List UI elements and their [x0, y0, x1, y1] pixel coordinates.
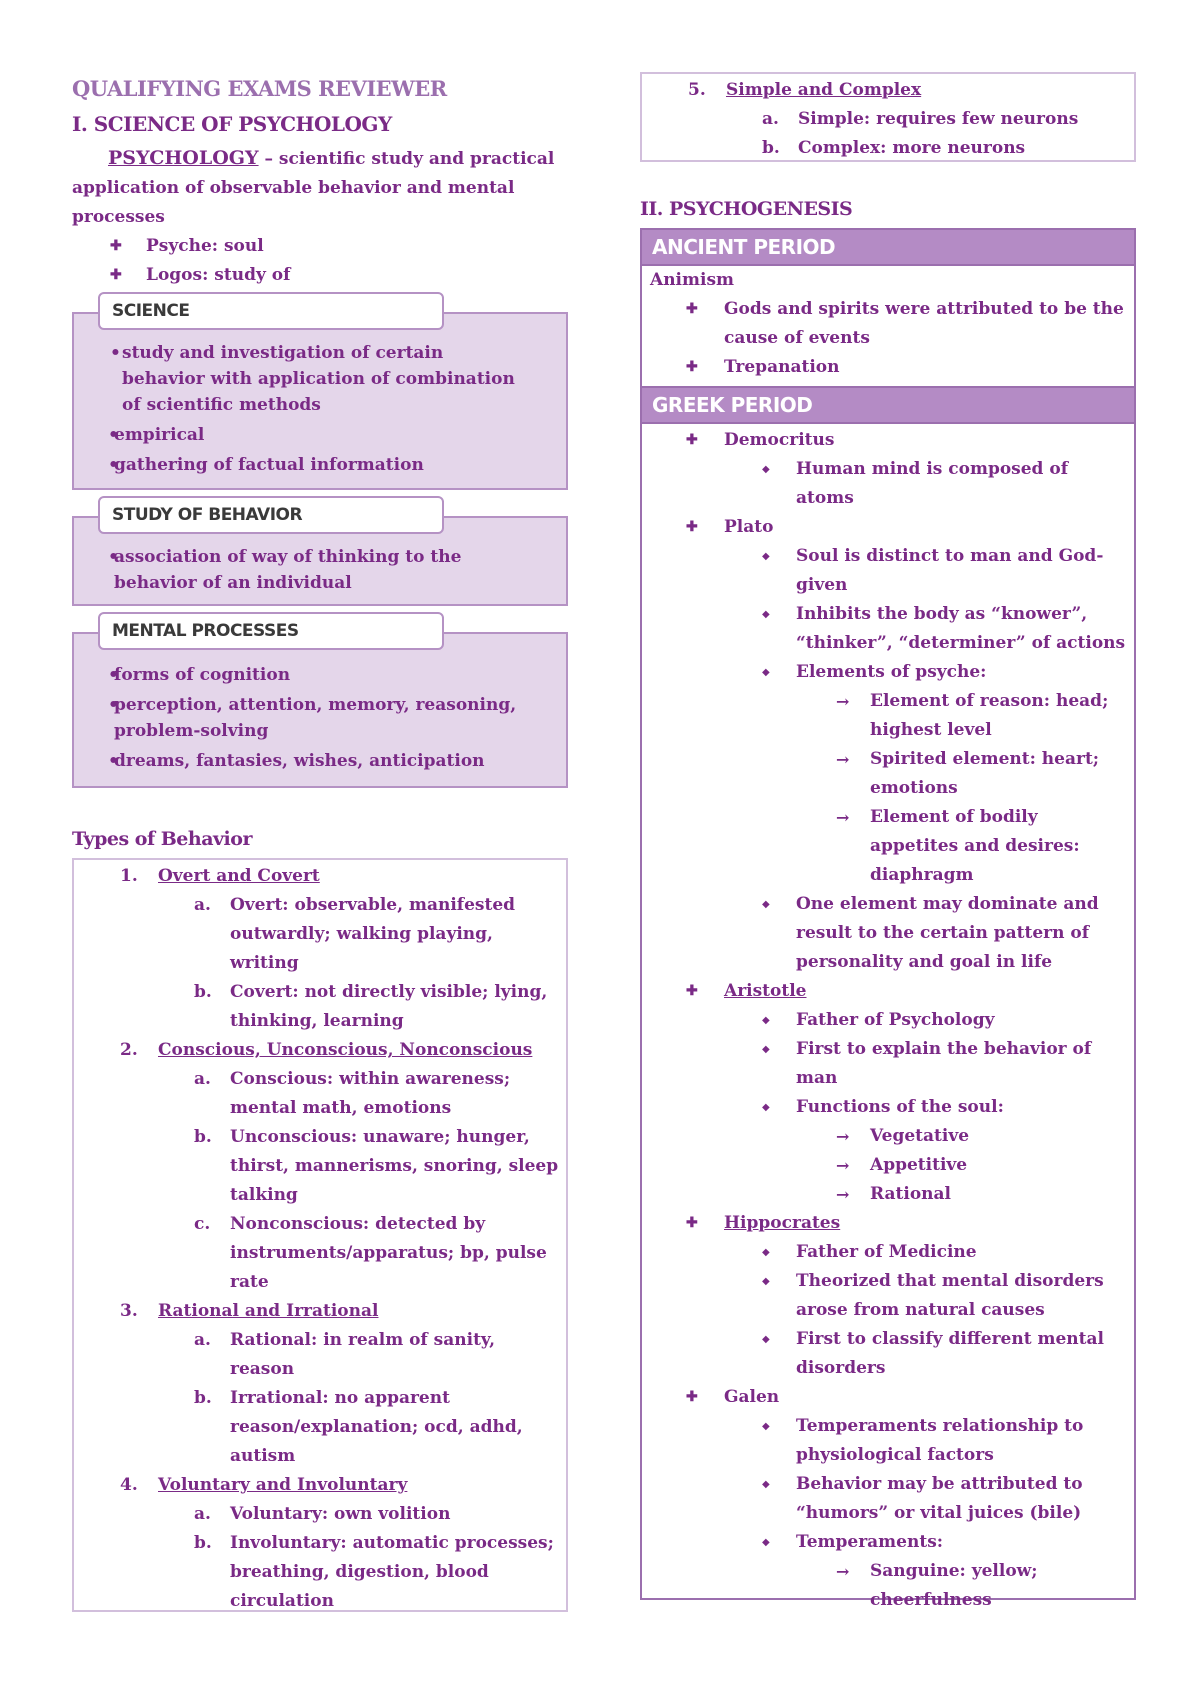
sub-item: a. Rational: in realm of sanity, reason	[194, 1330, 496, 1379]
mental-processes-box	[72, 632, 568, 788]
list-item: → Sanguine: yellow; cheerfulness	[642, 1557, 1134, 1615]
item-number: 1.	[120, 866, 138, 886]
section1-heading: I. SCIENCE OF PSYCHOLOGY	[72, 112, 392, 136]
item-number: 2.	[120, 1040, 138, 1060]
list-item: ◆ Human mind is composed of atoms	[642, 455, 1134, 513]
list-item: ◆ Soul is distinct to man and God-given	[642, 542, 1134, 600]
sub-item: c. Nonconscious: detected by instruments/apparatus; bp, pulse rate	[194, 1214, 547, 1292]
galen-item: ✚ Galen	[642, 1383, 1134, 1412]
etymology-list	[110, 232, 290, 290]
list-item: • association of way of thinking to the behavior of an individual	[74, 544, 566, 596]
sub-item: b. Unconscious: unaware; hunger, thirst, mannerisms, snoring, sleep talking	[194, 1127, 559, 1205]
list-item: • dreams, fantasies, wishes, anticipation	[74, 748, 566, 774]
list-item: → Vegetative	[642, 1122, 1134, 1151]
list-item: • perception, attention, memory, reasoning, problem-solving	[74, 692, 566, 744]
list-item: ◆ First to explain the behavior of man	[642, 1035, 1134, 1093]
science-box	[72, 312, 568, 490]
sub-item: b. Involuntary: automatic processes; breathing, digestion, blood circulation	[194, 1533, 554, 1611]
psychogenesis-box	[640, 228, 1136, 1610]
sub-item: b. Irrational: no apparent reason/explanation; ocd, adhd, autism	[194, 1388, 523, 1466]
item-title: Overt and Covert	[158, 866, 320, 886]
list-item: • gathering of factual information	[74, 452, 566, 478]
item-number: 3.	[120, 1301, 138, 1321]
list-item: → Appetitive	[642, 1151, 1134, 1180]
study-of-behavior-tab: STUDY OF BEHAVIOR	[98, 496, 444, 534]
list-item	[74, 1471, 566, 1500]
list-item: ◆ Temperaments:	[642, 1528, 1134, 1557]
definition-text: – scientific study and practical application of observable behavior and mental processes	[72, 149, 555, 227]
list-item: • forms of cognition	[74, 662, 566, 688]
list-item: ✚ Gods and spirits were attributed to be the cause of events	[642, 295, 1134, 353]
psychology-definition	[72, 144, 570, 232]
science-tab: SCIENCE	[98, 292, 444, 330]
list-item: ◆ First to classify different mental disorders	[642, 1325, 1134, 1383]
plato-item: ✚ Plato	[642, 513, 1134, 542]
list-item: → Spirited element: heart; emotions	[642, 745, 1134, 803]
item-title: Rational and Irrational	[158, 1301, 379, 1321]
item-title: Voluntary and Involuntary	[158, 1475, 408, 1495]
list-item: ◆ Elements of psyche:	[642, 658, 1134, 687]
list-item: ◆ Father of Medicine	[642, 1238, 1134, 1267]
sub-item: b. Complex: more neurons	[762, 138, 1026, 158]
item-title: Simple and Complex	[726, 80, 922, 100]
ancient-period-header: ANCIENT PERIOD	[642, 230, 1134, 266]
sub-item: a. Overt: observable, manifested outwardly; walking playing, writing	[194, 895, 516, 973]
list-item: ◆ Theorized that mental disorders arose from natural causes	[642, 1267, 1134, 1325]
document-title: QUALIFYING EXAMS REVIEWER	[72, 76, 447, 101]
hippocrates-item: ✚ Hippocrates	[642, 1209, 1134, 1238]
list-item: → Element of bodily appetites and desires: diaphragm	[642, 803, 1134, 890]
list-item	[74, 862, 566, 891]
list-item: ✚ Trepanation	[642, 353, 1134, 382]
item-number: 4.	[120, 1475, 138, 1495]
list-item: ◆ Inhibits the body as “knower”, “thinker”, “determiner” of actions	[642, 600, 1134, 658]
types-heading: Types of Behavior	[72, 828, 252, 850]
list-item	[74, 1036, 566, 1065]
democritus-item: ✚ Democritus	[642, 426, 1134, 455]
types-continued-box	[640, 72, 1136, 162]
list-item: ◆ Temperaments relationship to physiological factors	[642, 1412, 1134, 1470]
sub-item: a. Conscious: within awareness; mental math, emotions	[194, 1069, 511, 1118]
aristotle-item: ✚ Aristotle	[642, 977, 1134, 1006]
list-item: → Rational	[642, 1180, 1134, 1209]
list-item: ◆ One element may dominate and result to the certain pattern of personality and goal in life	[642, 890, 1134, 977]
list-item: • empirical	[74, 422, 566, 448]
animism-label: Animism	[650, 270, 735, 290]
item-number: 5.	[688, 80, 706, 100]
list-item: → Element of reason: head; highest level	[642, 687, 1134, 745]
sub-item: a. Simple: requires few neurons	[762, 109, 1079, 129]
greek-period-header: GREEK PERIOD	[642, 386, 1134, 424]
list-item: ◆ Father of Psychology	[642, 1006, 1134, 1035]
list-item: ◆ Functions of the soul:	[642, 1093, 1134, 1122]
types-box	[72, 858, 568, 1612]
item-title: Conscious, Unconscious, Nonconscious	[158, 1040, 533, 1060]
sub-item: a. Voluntary: own volition	[194, 1504, 451, 1524]
list-item	[74, 1297, 566, 1326]
section2-heading: II. PSYCHOGENESIS	[640, 198, 853, 220]
list-item: ✚ Psyche: soul	[110, 232, 290, 261]
mental-processes-tab: MENTAL PROCESSES	[98, 612, 444, 650]
list-item: ◆ Behavior may be attributed to “humors” or vital juices (bile)	[642, 1470, 1134, 1528]
list-item	[642, 76, 1134, 105]
sub-item: b. Covert: not directly visible; lying, thinking, learning	[194, 982, 548, 1031]
list-item: ✚ Logos: study of	[110, 261, 290, 290]
psychology-term: PSYCHOLOGY	[108, 147, 259, 169]
list-item: • study and investigation of certain behavior with application of combination of scientific methods	[74, 340, 566, 418]
